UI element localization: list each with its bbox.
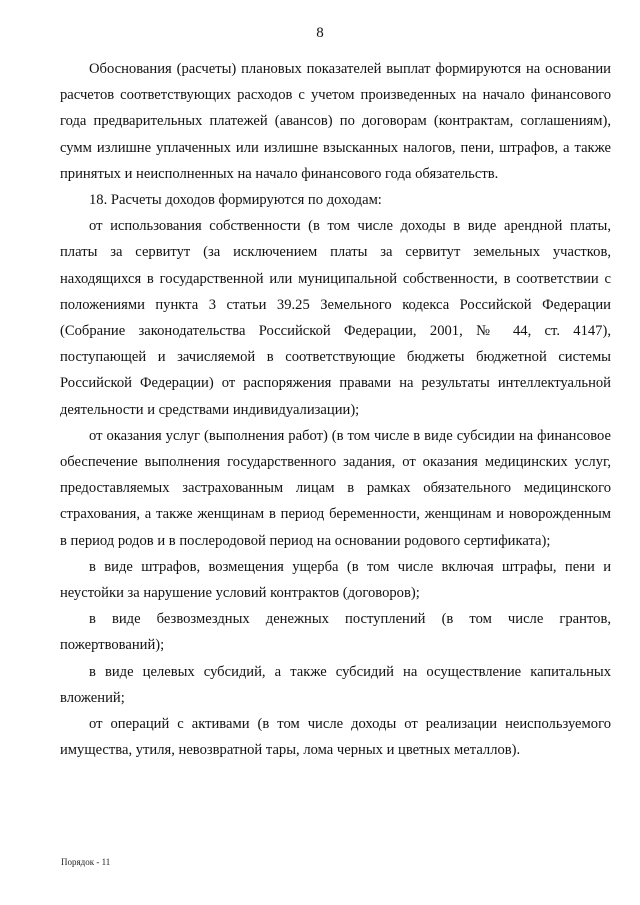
paragraph-income-grants: в виде безвозмездных денежных поступлений (в том числе грантов, пожертвований); <box>60 611 611 654</box>
document-body <box>60 56 611 763</box>
page-number: 8 <box>316 25 324 41</box>
paragraph-income-fines: в виде штрафов, возмещения ущерба (в том числе включая штрафы, пени и неустойки за нарушение условий контрактов (договоров); <box>60 558 611 602</box>
paragraph-item-18-heading: 18. Расчеты доходов формируются по доходам: <box>89 192 382 209</box>
paragraph-income-property: от использования собственности (в том числе доходы в виде арендной платы, платы за сервитут (за исключением платы за сервитут земельных участков, находящихся в государственной или муниципальной собственности, в соответствии с положениями пункта 3 статьи 39.25 Земельного кодекса Российской Федерации (Собрание законодательства Российской Федерации, 2001, № 44, ст. 4147), поступающей и зачисляемой в соответствующие бюджеты бюджетной системы Российской Федерации) от распоряжения правами на результаты интеллектуальной деятельности и средствами индивидуализации); <box>60 218 611 418</box>
paragraph-justifications: Обоснования (расчеты) плановых показателей выплат формируются на основании расчетов соответствующих расходов с учетом произведенных на начало финансового года предварительных платежей (авансов) по договорам (контрактам, соглашениям), сумм излишне уплаченных или излишне взысканных налогов, пени, штрафов, а также принятых и неисполненных на начало финансового года обязательств. <box>60 61 611 182</box>
paragraph-income-subsidies: в виде целевых субсидий, а также субсидий на осуществление капитальных вложений; <box>60 663 611 706</box>
footer-label: Порядок - 11 <box>61 857 111 867</box>
paragraph-income-assets: от операций с активами (в том числе доходы от реализации неиспользуемого имущества, утиля, невозвратной тары, лома черных и цветных металлов). <box>60 716 611 759</box>
paragraph-income-services: от оказания услуг (выполнения работ) (в том числе в виде субсидии на финансовое обеспечение выполнения государственного задания, от оказания медицинских услуг, предоставляемых застрахованным лицам в рамках обязательного медицинского страхования, а также женщинам в период беременности, женщинам и новорожденным в период родов и в послеродовой период на основании родового сертификата); <box>60 427 611 549</box>
